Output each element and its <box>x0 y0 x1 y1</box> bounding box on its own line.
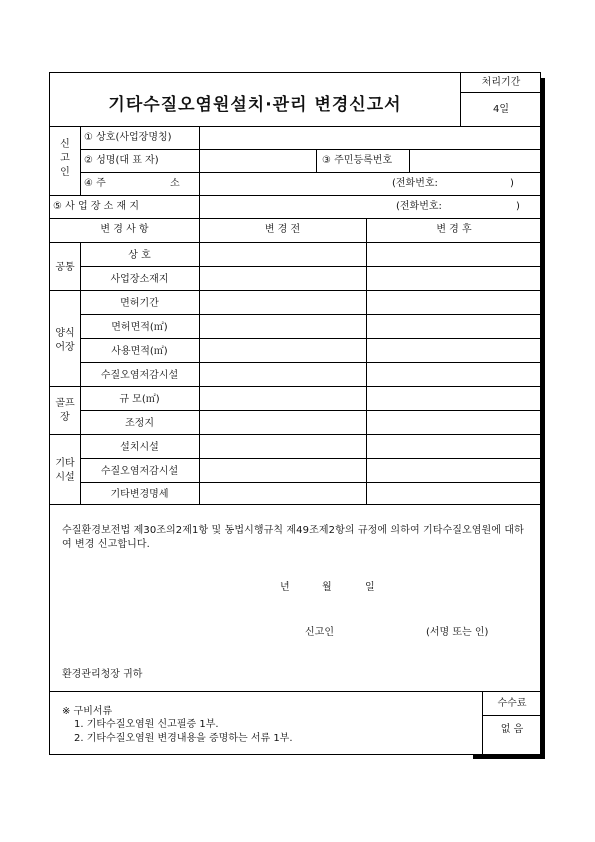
row-label: 규 모(㎡) <box>119 394 160 405</box>
processing-value: 4일 <box>492 104 510 115</box>
processing-divider <box>460 92 542 93</box>
row-label: 수질오염저감시설 <box>100 466 179 477</box>
site-label: ⑤ 사 업 장 소 재 지 <box>53 201 139 212</box>
documents-heading: ※ 구비서류 <box>62 706 113 717</box>
signature-hint: (서명 또는 인) <box>426 627 489 638</box>
signer-label: 신고인 <box>305 627 334 638</box>
rule <box>80 172 542 173</box>
address-label: ④ 주 <box>84 178 106 189</box>
rule <box>80 482 542 483</box>
row-label: 사업장소재지 <box>110 274 169 285</box>
date-year: 년 <box>280 582 290 593</box>
page-shadow-bottom <box>473 755 545 759</box>
rule <box>482 715 542 716</box>
row-label: 면허기간 <box>120 298 159 309</box>
site-phone-label: (전화번호: <box>396 201 442 212</box>
rule <box>409 149 410 172</box>
recipient: 환경관리청장 귀하 <box>62 669 143 680</box>
name-label: ② 성명(대 표 자) <box>84 155 159 166</box>
date-month: 월 <box>322 582 332 593</box>
group-label-golf: 골프 장 <box>55 398 75 423</box>
rule <box>80 410 542 411</box>
fee-value: 없 음 <box>500 724 524 735</box>
statement-text: 수질환경보전법 제30조의2제1항 및 동법시행규칙 제49조제2항의 규정에 의하여 기타수질오염원에 대하여 변경 신고합니다. <box>62 525 524 550</box>
processing-label: 처리기간 <box>481 77 521 88</box>
rule <box>80 458 542 459</box>
rule <box>366 218 367 504</box>
rule <box>50 126 542 127</box>
site-phone-close: ) <box>516 201 520 212</box>
address-label-2: 소 <box>170 178 180 189</box>
rule <box>50 504 542 505</box>
group-label-fish-farm: 양식 어장 <box>55 328 75 353</box>
group-label-other: 기타 시설 <box>55 458 75 483</box>
page-shadow-right <box>541 78 545 759</box>
header-change-items: 변 경 사 항 <box>100 224 149 235</box>
row-label: 상 호 <box>128 250 151 261</box>
rule <box>199 218 200 504</box>
row-label: 설치시설 <box>120 442 159 453</box>
header-before: 변 경 전 <box>264 224 301 235</box>
resident-id-label: ③ 주민등록번호 <box>322 155 393 166</box>
rule <box>80 126 81 195</box>
rule <box>50 386 542 387</box>
rule <box>50 290 542 291</box>
rule <box>80 362 542 363</box>
date-day: 일 <box>365 582 375 593</box>
rule <box>50 242 542 243</box>
rule <box>50 434 542 435</box>
header-after: 변 경 후 <box>436 224 472 235</box>
form-title: 기타수질오염원설치·관리 변경신고서 <box>108 95 402 115</box>
row-label: 기타변경명세 <box>110 489 169 500</box>
fee-label: 수수료 <box>497 698 527 709</box>
rule <box>80 314 542 315</box>
rule <box>199 195 200 218</box>
rule <box>80 149 542 150</box>
row-label: 사용면적(㎡) <box>111 346 168 357</box>
rule <box>50 218 542 219</box>
group-label-common: 공통 <box>55 262 75 273</box>
row-label: 수질오염저감시설 <box>100 370 179 381</box>
document-item: 2. 기타수질오염원 변경내용을 증명하는 서류 1부. <box>74 733 293 744</box>
phone-label: (전화번호: <box>392 178 438 189</box>
company-label: ① 상호(사업장명칭) <box>84 132 172 143</box>
document-item: 1. 기타수질오염원 신고필증 1부. <box>74 719 219 730</box>
rule <box>80 266 542 267</box>
report-form <box>49 72 541 755</box>
rule <box>316 149 317 172</box>
rule <box>50 195 542 196</box>
phone-close: ) <box>510 178 514 189</box>
row-label: 면허면적(㎡) <box>111 322 168 333</box>
row-label: 조정지 <box>125 418 154 429</box>
rule <box>199 126 200 195</box>
rule <box>80 338 542 339</box>
applicant-group-label: 신 고 인 <box>60 139 70 178</box>
rule <box>50 691 542 692</box>
